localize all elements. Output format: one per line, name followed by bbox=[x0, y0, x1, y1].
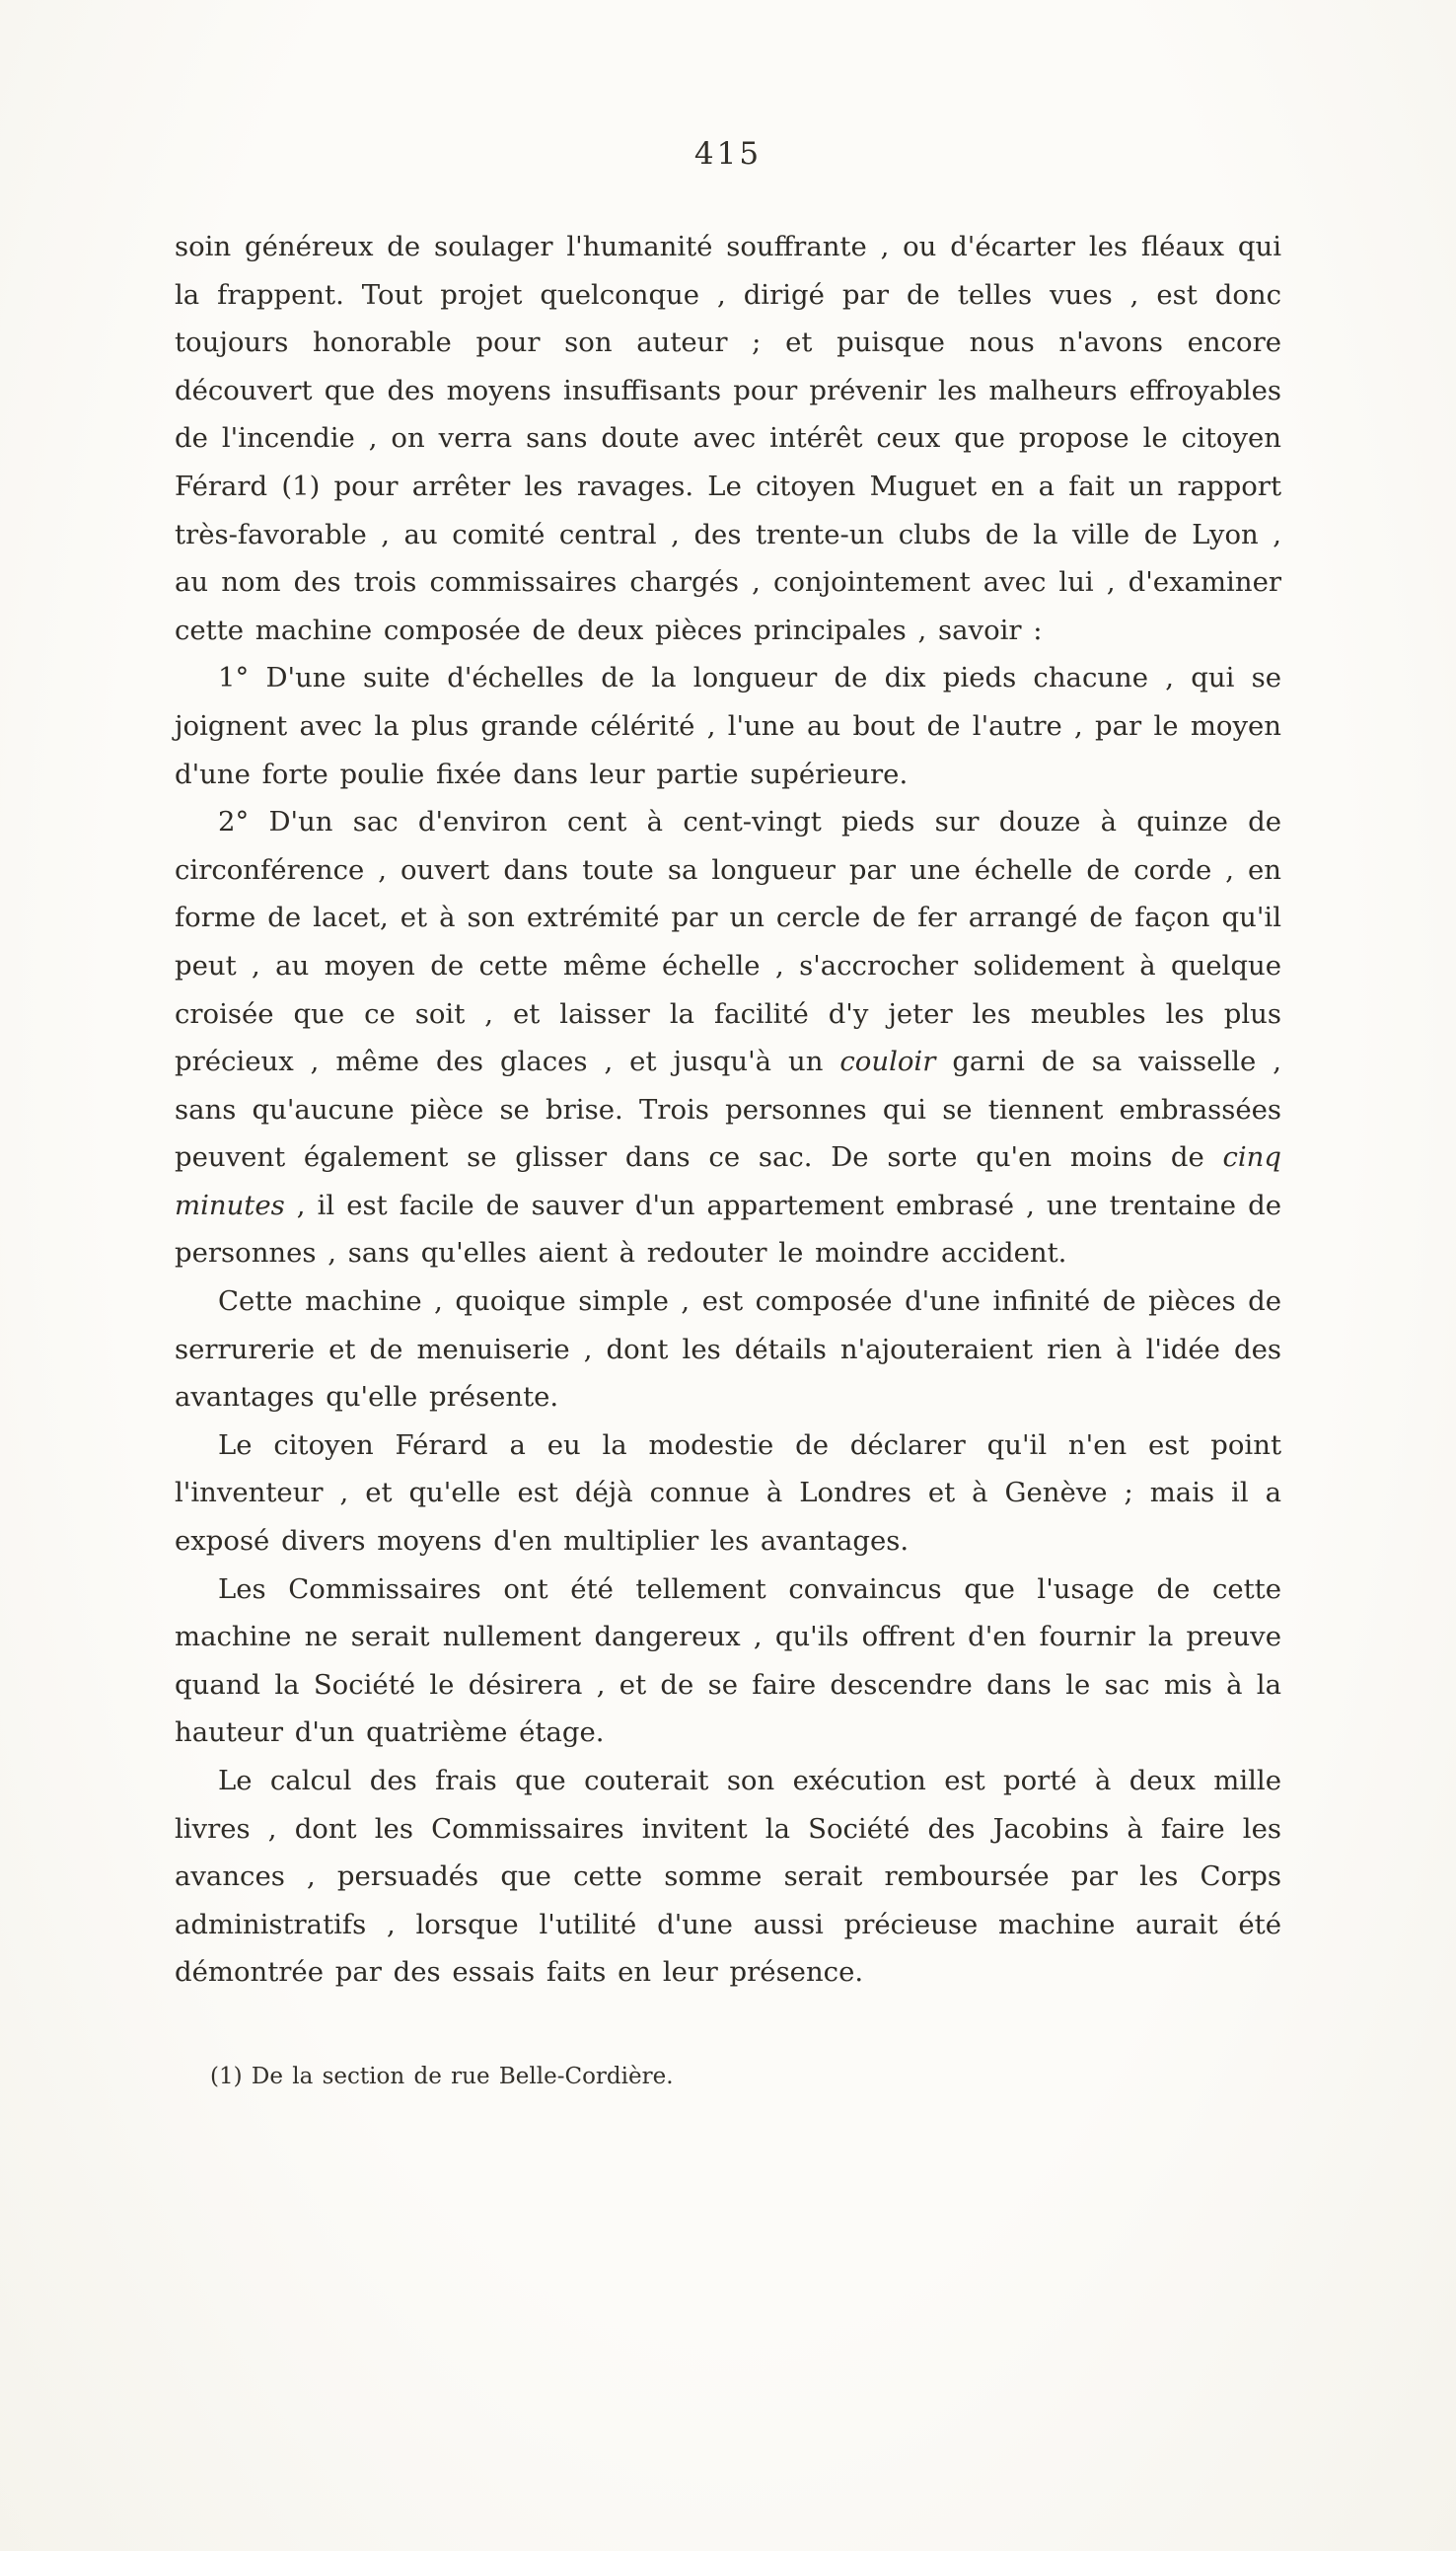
text-run: Les Commissaires ont été tellement convaincus que l'usage de cette machine ne serait nullement dangereux , qu'ils offrent d'en fournir la preuve quand la Société le désirera , et de se faire descendre dans le sac mis à la hauteur d'un quatrième étage. bbox=[175, 1572, 1281, 1749]
paragraph bbox=[175, 798, 1281, 1277]
text-run: , il est facile de sauver d'un appartement embrasé , une trentaine de personnes , sans qu'elles aient à redouter le moindre accident. bbox=[175, 1189, 1281, 1270]
text-run: soin généreux de soulager l'humanité souffrante , ou d'écarter les fléaux qui la frappent. Tout projet quelconque , dirigé par de telles vues , est donc toujours honorable pour son auteur ; et puisque nous n'avons encore découvert que des moyens insuffisants pour prévenir les malheurs effroyables de l'incendie , on verra sans doute avec intérêt ceux que propose le citoyen Férard (1) pour arrêter les ravages. Le citoyen Muguet en a fait un rapport très-favorable , au comité central , des trente-un clubs de la ville de Lyon , au nom des trois commissaires chargés , conjointement avec lui , d'examiner cette machine composée de deux pièces principales , savoir : bbox=[175, 231, 1281, 646]
text-run: Le citoyen Férard a eu la modestie de déclarer qu'il n'en est point l'inventeur , et qu'elle est déjà connue à Londres et à Genève ; mais il a exposé divers moyens d'en multiplier les avantages. bbox=[175, 1428, 1281, 1558]
text-run: 2° D'un sac d'environ cent à cent-vingt pieds sur douze à quinze de circonférence , ouvert dans toute sa longueur par une échelle de corde , en forme de lacet, et à son extrémité par un cercle de fer arrangé de façon qu'il peut , au moyen de cette même échelle , s'accrocher solidement à quelque croisée que ce soit , et laisser la facilité d'y jeter les meubles les plus précieux , même des glaces , et jusqu'à un bbox=[175, 806, 1281, 1078]
paragraph bbox=[175, 654, 1281, 798]
paragraph bbox=[175, 1757, 1281, 1997]
paragraph bbox=[175, 1277, 1281, 1421]
italic-text-run: couloir bbox=[839, 1046, 936, 1078]
text-run: garni de sa vaisselle , sans qu'aucune pièce se brise. Trois personnes qui se tiennent embrassées peuvent également se glisser dans ce sac. De sorte qu'en moins de bbox=[175, 1046, 1282, 1174]
paragraph bbox=[175, 1566, 1281, 1757]
text-run: Cette machine , quoique simple , est composée d'une infinité de pièces de serrurerie et de menuiserie , dont les détails n'ajouteraient rien à l'idée des avantages qu'elle présente. bbox=[175, 1285, 1281, 1414]
footnote: (1) De la section de rue Belle-Cordière. bbox=[210, 2063, 674, 2089]
text-run: 1° D'une suite d'échelles de la longueur de dix pieds chacune , qui se joignent avec la plus grande célérité , l'une au bout de l'autre , par le moyen d'une forte poulie fixée dans leur partie supérieure. bbox=[175, 662, 1281, 790]
italic-text-run: cinq minutes bbox=[175, 1141, 1281, 1221]
paragraph bbox=[175, 1421, 1281, 1566]
body-text bbox=[175, 223, 1281, 1997]
text-run: Le calcul des frais que couterait son exécution est porté à deux mille livres , dont les Commissaires invitent la Société des Jacobins à faire les avances , persuadés que cette somme serait remboursée par les Corps administratifs , lorsque l'utilité d'une aussi précieuse machine aurait été démontrée par des essais faits en leur présence. bbox=[175, 1765, 1281, 1989]
page-number: 415 bbox=[693, 136, 763, 172]
paragraph bbox=[175, 223, 1281, 654]
